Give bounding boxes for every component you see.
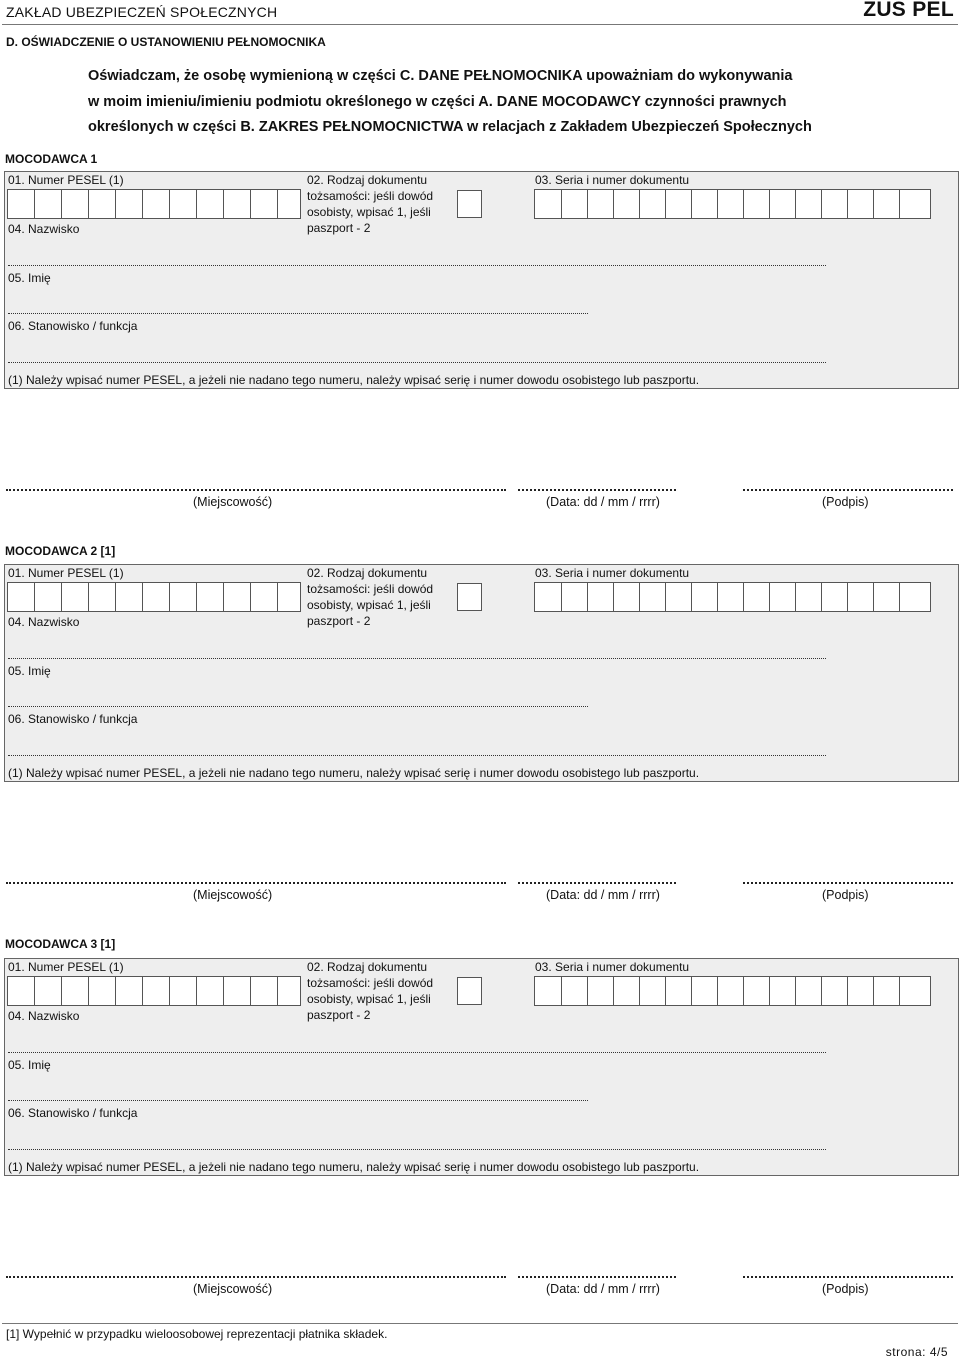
doc-number-label: 03. Seria i numer dokumentu <box>535 173 690 187</box>
principal-3-label: MOCODAWCA 3 [1] <box>5 937 116 951</box>
signature-input[interactable] <box>743 882 953 884</box>
doc-number-label: 03. Seria i numer dokumentu <box>535 960 690 974</box>
place-caption: (Miejscowość) <box>193 1282 273 1296</box>
principal-1-box <box>4 171 959 389</box>
declaration-line-3: określonych w części B. ZAKRES PEŁNOMOCNICTWA w relacjach z Zakładem Ubezpieczeń Społecznych <box>88 119 812 135</box>
position-input[interactable] <box>8 362 826 363</box>
doc-type-label-line-3: osobisty, wpisać 1, jeśli <box>307 598 431 612</box>
doc-type-input[interactable] <box>457 977 482 1005</box>
doc-type-label-line-2: tożsamości: jeśli dowód <box>307 189 434 203</box>
doc-type-label-line-4: paszport - 2 <box>307 614 371 628</box>
first-name-input[interactable] <box>8 313 588 314</box>
place-input[interactable] <box>6 882 506 884</box>
first-name-label: 05. Imię <box>8 664 51 678</box>
footer-divider <box>2 1323 958 1324</box>
date-caption: (Data: dd / mm / rrrr) <box>546 1282 660 1296</box>
doc-number-input[interactable] <box>534 976 931 1006</box>
position-label: 06. Stanowisko / funkcja <box>8 319 138 333</box>
surname-label: 04. Nazwisko <box>8 1009 80 1023</box>
doc-number-input[interactable] <box>534 189 931 219</box>
pesel-input[interactable] <box>7 582 301 612</box>
doc-type-label-line-2: tożsamości: jeśli dowód <box>307 582 434 596</box>
principal-2-label: MOCODAWCA 2 [1] <box>5 544 116 558</box>
pesel-label: 01. Numer PESEL (1) <box>8 173 124 187</box>
declaration-line-2: w moim imieniu/imieniu podmiotu określonego w części A. DANE MOCODAWCY czynności prawnych <box>88 94 787 110</box>
pesel-label: 01. Numer PESEL (1) <box>8 960 124 974</box>
org-name: ZAKŁAD UBEZPIECZEŃ SPOŁECZNYCH <box>6 4 278 20</box>
first-name-input[interactable] <box>8 1100 588 1101</box>
position-label: 06. Stanowisko / funkcja <box>8 1106 138 1120</box>
position-input[interactable] <box>8 1149 826 1150</box>
doc-number-input[interactable] <box>534 582 931 612</box>
surname-label: 04. Nazwisko <box>8 222 80 236</box>
signature-input[interactable] <box>743 1276 953 1278</box>
place-caption: (Miejscowość) <box>193 888 273 902</box>
date-input[interactable] <box>518 489 676 491</box>
doc-type-label-line-3: osobisty, wpisać 1, jeśli <box>307 205 431 219</box>
position-input[interactable] <box>8 755 826 756</box>
first-name-label: 05. Imię <box>8 271 51 285</box>
place-input[interactable] <box>6 489 506 491</box>
declaration-line-1: Oświadczam, że osobę wymienioną w części C. DANE PEŁNOMOCNIKA upoważniam do wykonywania <box>88 68 793 84</box>
signature-caption: (Podpis) <box>822 495 869 509</box>
pesel-footnote: (1) Należy wpisać numer PESEL, a jeżeli nie nadano tego numeru, należy wpisać serię i numer dowodu osobistego lub paszportu. <box>8 373 700 387</box>
surname-input[interactable] <box>8 1052 826 1053</box>
section-title: D. OŚWIADCZENIE O USTANOWIENIU PEŁNOMOCNIKA <box>6 35 326 49</box>
doc-type-label-line-4: paszport - 2 <box>307 1008 371 1022</box>
date-caption: (Data: dd / mm / rrrr) <box>546 495 660 509</box>
pesel-input[interactable] <box>7 976 301 1006</box>
doc-type-label-line-1: 02. Rodzaj dokumentu <box>307 960 428 974</box>
form-code: ZUS PEL <box>863 0 954 21</box>
pesel-footnote: (1) Należy wpisać numer PESEL, a jeżeli nie nadano tego numeru, należy wpisać serię i numer dowodu osobistego lub paszportu. <box>8 766 700 780</box>
page-number: strona: 4/5 <box>885 1345 948 1359</box>
signature-caption: (Podpis) <box>822 1282 869 1296</box>
footer-note: [1] Wypełnić w przypadku wieloosobowej reprezentacji płatnika składek. <box>6 1327 388 1341</box>
doc-type-input[interactable] <box>457 583 482 611</box>
place-caption: (Miejscowość) <box>193 495 273 509</box>
pesel-label: 01. Numer PESEL (1) <box>8 566 124 580</box>
surname-label: 04. Nazwisko <box>8 615 80 629</box>
first-name-input[interactable] <box>8 706 588 707</box>
surname-input[interactable] <box>8 658 826 659</box>
doc-number-label: 03. Seria i numer dokumentu <box>535 566 690 580</box>
doc-type-label-line-1: 02. Rodzaj dokumentu <box>307 566 428 580</box>
pesel-footnote: (1) Należy wpisać numer PESEL, a jeżeli nie nadano tego numeru, należy wpisać serię i numer dowodu osobistego lub paszportu. <box>8 1160 700 1174</box>
header-divider <box>2 24 958 25</box>
doc-type-label-line-3: osobisty, wpisać 1, jeśli <box>307 992 431 1006</box>
place-input[interactable] <box>6 1276 506 1278</box>
signature-caption: (Podpis) <box>822 888 869 902</box>
pesel-input[interactable] <box>7 189 301 219</box>
surname-input[interactable] <box>8 265 826 266</box>
principal-2-box <box>4 564 959 782</box>
date-input[interactable] <box>518 1276 676 1278</box>
signature-input[interactable] <box>743 489 953 491</box>
principal-1-label: MOCODAWCA 1 <box>5 152 98 166</box>
date-input[interactable] <box>518 882 676 884</box>
position-label: 06. Stanowisko / funkcja <box>8 712 138 726</box>
doc-type-label-line-2: tożsamości: jeśli dowód <box>307 976 434 990</box>
principal-3-box <box>4 958 959 1176</box>
doc-type-label-line-4: paszport - 2 <box>307 221 371 235</box>
doc-type-input[interactable] <box>457 190 482 218</box>
date-caption: (Data: dd / mm / rrrr) <box>546 888 660 902</box>
doc-type-label-line-1: 02. Rodzaj dokumentu <box>307 173 428 187</box>
first-name-label: 05. Imię <box>8 1058 51 1072</box>
